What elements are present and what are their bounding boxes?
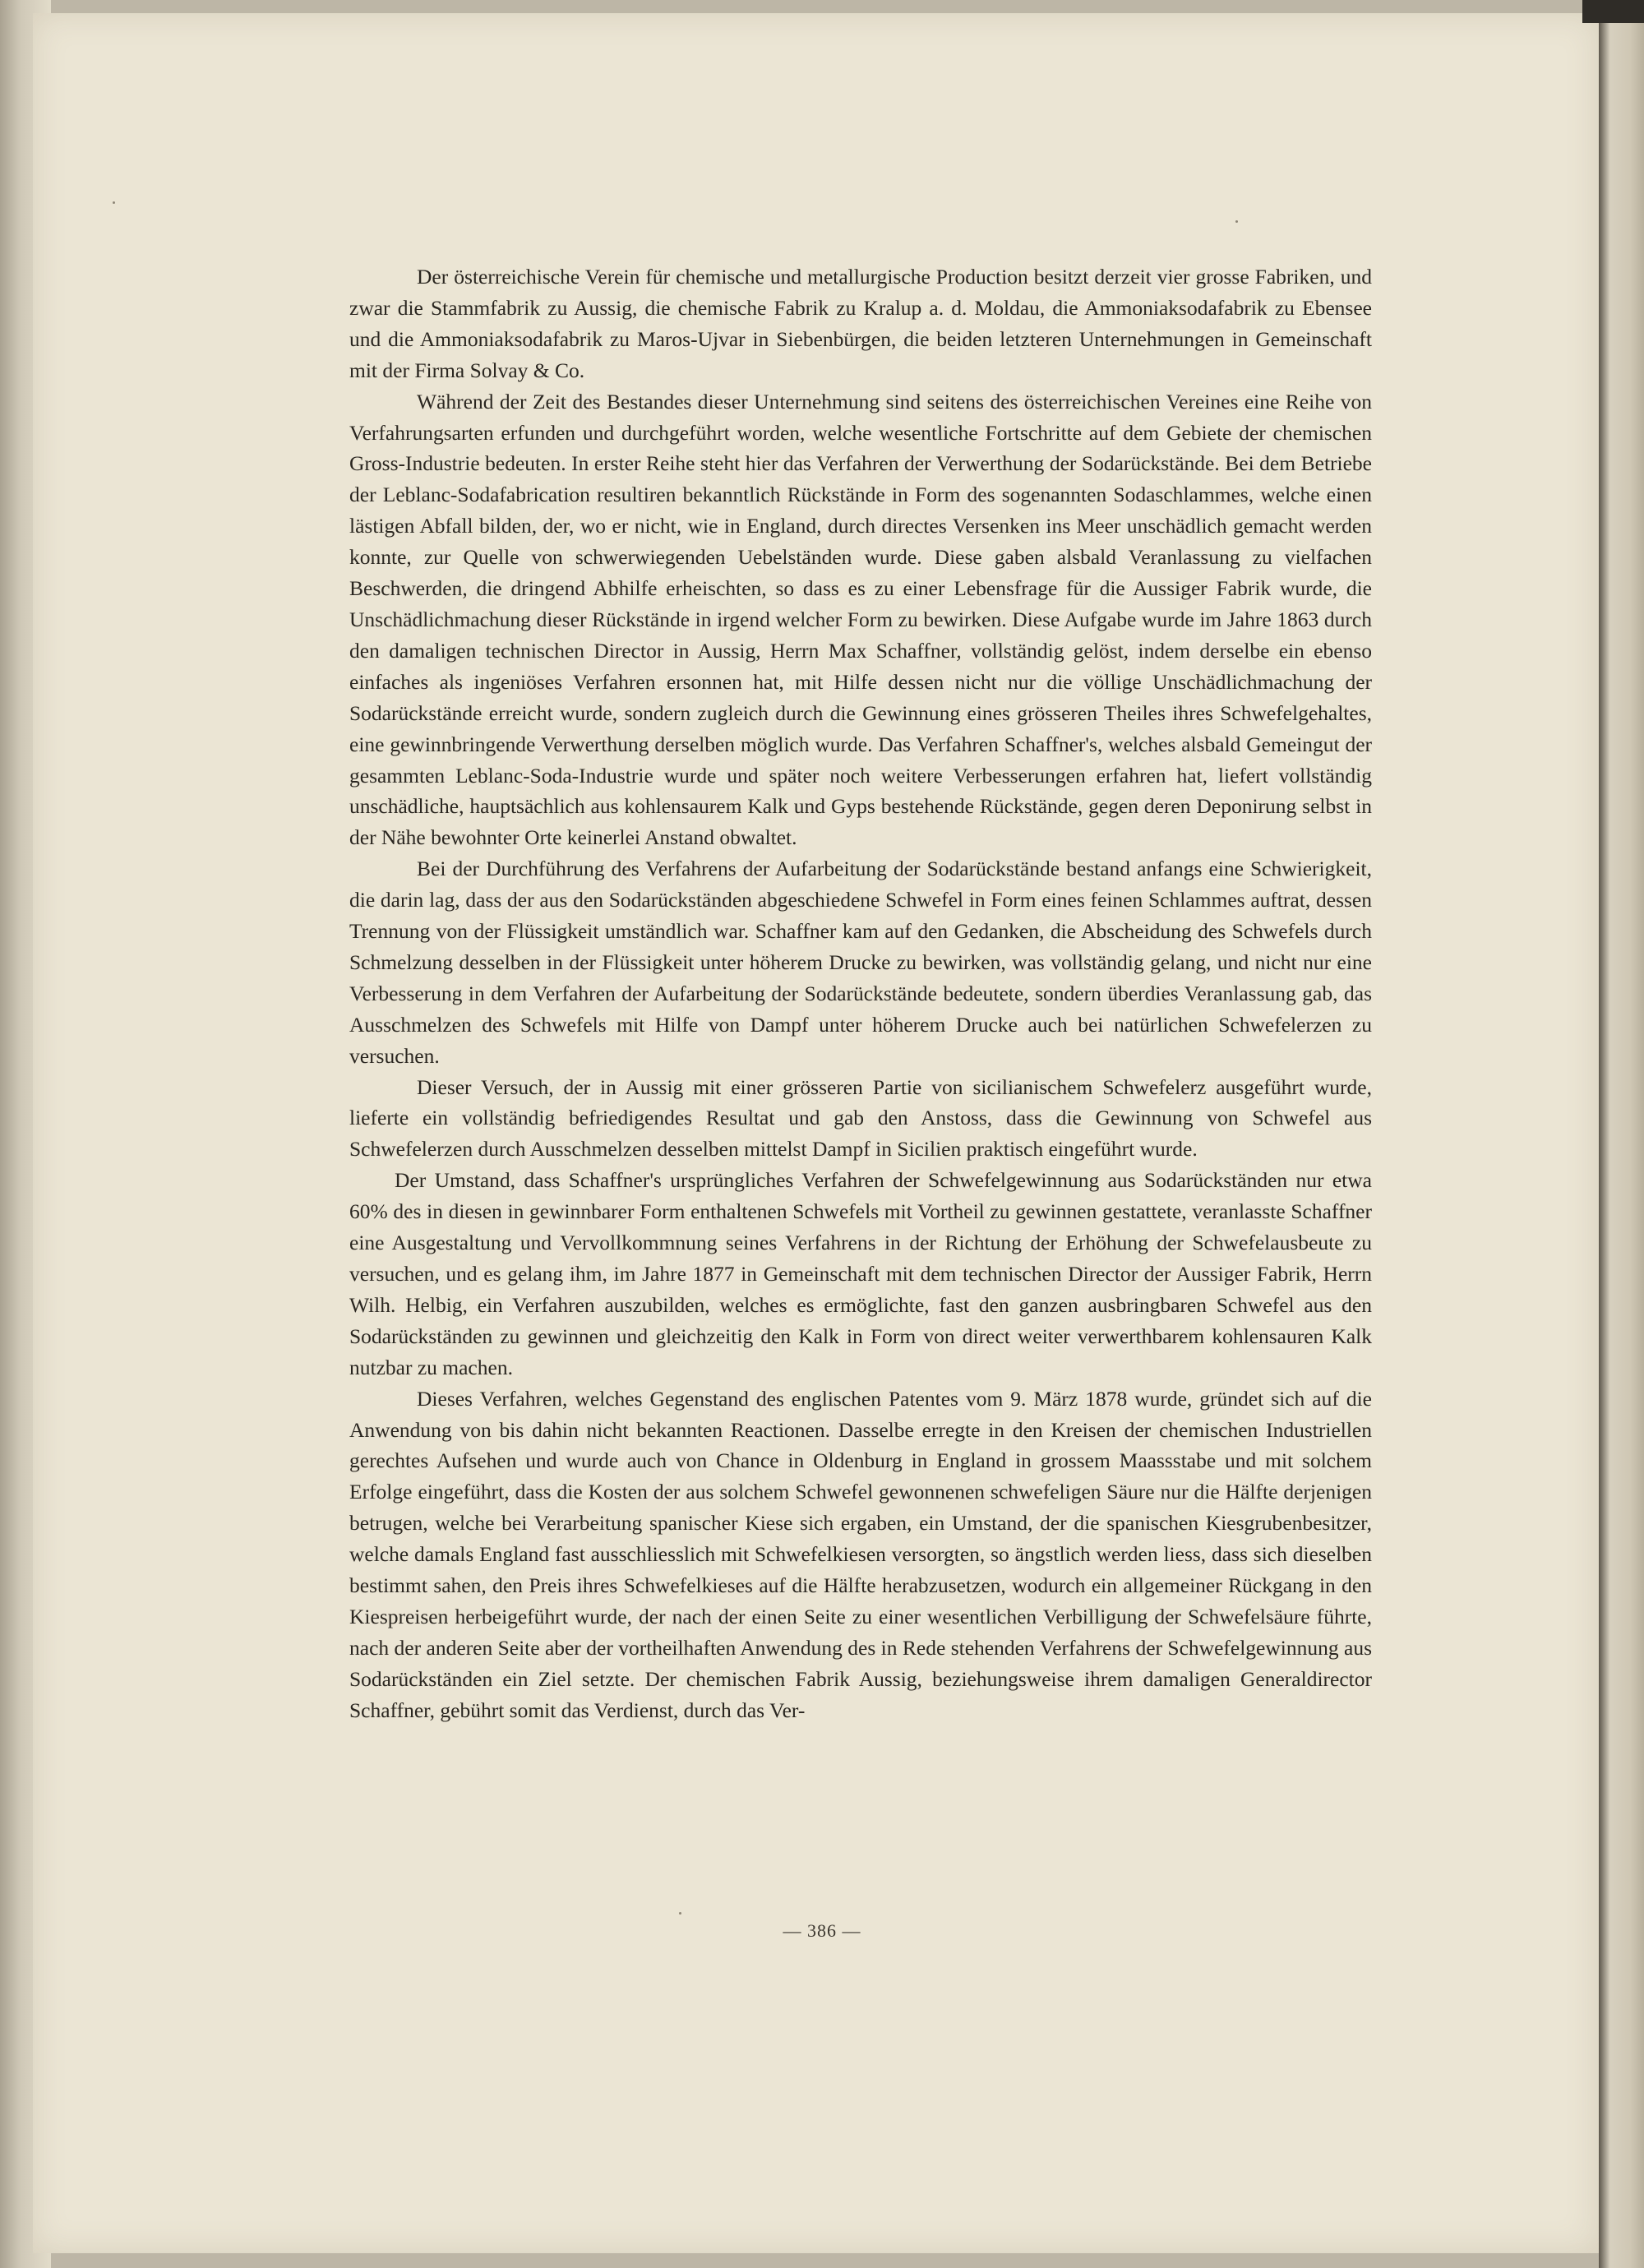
paragraph-6: Dieses Verfahren, welches Gegenstand des englischen Patentes vom 9. März 1878 wurde, gründet sich auf die Anwendung von bis dahin nicht bekannten Reactionen. Dasselbe erregte in den Kreisen der chemischen Industriellen gerechtes Aufsehen und wurde auch von Chance in Oldenburg in England in grossem Maassstabe und mit solchem Erfolge eingeführt, dass die Kosten der aus solchem Schwefel gewonnenen schwefeligen Säure nur die Hälfte derjenigen betrugen, welche bei Verarbeitung spanischer Kiese sich ergaben, ein Umstand, der die spanischen Kiesgrubenbesitzer, welche damals England fast ausschliesslich mit Schwefelkiesen versorgten, so ängstlich werden liess, dass sich dieselben bestimmt sahen, den Preis ihres Schwefelkieses auf die Hälfte herabzusetzen, wodurch ein allgemeiner Rückgang in den Kiespreisen herbeigeführt wurde, der nach der einen Seite zu einer wesentlichen Verbilligung der Schwefelsäure führte, nach der anderen Seite aber der vortheilhaften Anwendung des in Rede stehenden Verfahrens der Schwefelgewinnung aus Sodarückständen ein Ziel setzte. Der chemischen Fabrik Aussig, beziehungsweise ihrem damaligen Generaldirector Schaffner, gebührt somit das Verdienst, durch das Ver- <box>349 1386 1372 1722</box>
paragraph-3: Bei der Durchführung des Verfahrens der Aufarbeitung der Sodarückstände bestand anfangs eine Schwierigkeit, die darin lag, dass der aus den Sodarückständen abgeschiedene Schwefel in Form eines feinen Schlammes auftrat, dessen Trennung von der Flüssigkeit umständlich war. Schaffner kam auf den Gedanken, die Abscheidung des Schwefels durch Schmelzung desselben in der Flüssigkeit unter höherem Drucke zu bewirken, was vollständig gelang, und nicht nur eine Verbesserung in dem Verfahren der Aufarbeitung der Sodarückstände bedeutete, sondern überdies Veranlassung gab, das Ausschmelzen des Schwefels mit Hilfe von Dampf unter höherem Drucke auch bei natürlichen Schwefelerzen zu versuchen. <box>349 857 1372 1068</box>
body-text <box>349 261 1372 1726</box>
paper-speck <box>1235 220 1238 223</box>
paper-speck <box>113 201 115 204</box>
paragraph-5: Der Umstand, dass Schaffner's ursprüngliches Verfahren der Schwefelgewinnung aus Sodarückständen nur etwa 60% des in diesen in gewinnbarer Form enthaltenen Schwefels mit Vortheil zu gewinnen gestattete, veranlasste Schaffner eine Ausgestaltung und Vervollkommnung seines Verfahrens in der Richtung der Erhöhung der Schwefelausbeute zu versuchen, und es gelang ihm, im Jahre 1877 in Gemeinschaft mit dem technischen Director der Aussiger Fabrik, Herrn Wilh. Helbig, ein Verfahren auszubilden, welches es ermöglichte, fast den ganzen ausbringbaren Schwefel aus den Sodarückständen zu gewinnen und gleichzeitig den Kalk in Form von direct weiter verwerthbarem kohlensauren Kalk nutzbar zu machen. <box>349 1168 1372 1379</box>
paragraph-4: Dieser Versuch, der in Aussig mit einer grösseren Partie von sicilianischem Schwefelerz ausgeführt wurde, lieferte ein vollständig befriedigendes Resultat und gab den Anstoss, dass die Gewinnung von Schwefel aus Schwefelerzen durch Ausschmelzen desselben mittelst Dampf in Sicilien praktisch eingeführt wurde. <box>349 1074 1372 1162</box>
page-number: — 386 — <box>783 1920 861 1941</box>
paragraph-2: Während der Zeit des Bestandes dieser Unternehmung sind seitens des österreichischen Vereines eine Reihe von Verfahrungsarten erfunden und durchgeführt worden, welche wesentliche Fortschritte auf dem Gebiete der chemischen Gross-Industrie bedeuten. In erster Reihe steht hier das Verfahren der Verwerthung der Sodarückstände. Bei dem Betriebe der Leblanc-Sodafabrication resultiren bekanntlich Rückstände in Form des sogenannten Sodaschlammes, welche einen lästigen Abfall bilden, der, wo er nicht, wie in England, durch directes Versenken ins Meer unschädlich gemacht werden konnte, zur Quelle von schwerwiegenden Uebelständen wurde. Diese gaben alsbald Veranlassung zu vielfachen Beschwerden, die dringend Abhilfe erheischten, so dass es zu einer Lebensfrage für die Aussiger Fabrik wurde, die Unschädlichmachung dieser Rückstände in irgend welcher Form zu bewirken. Diese Aufgabe wurde im Jahre 1863 durch den damaligen technischen Director in Aussig, Herrn Max Schaffner, vollständig gelöst, indem derselbe ein ebenso einfaches als ingeniöses Verfahren ersonnen hat, mit Hilfe dessen nicht nur die völlige Unschädlichmachung der Sodarückstände erreicht wurde, sondern zugleich durch die Gewinnung eines grösseren Theiles ihres Schwefelgehaltes, eine gewinnbringende Verwerthung derselben möglich wurde. Das Verfahren Schaffner's, welches alsbald Gemeingut der gesammten Leblanc-Soda-Industrie wurde und später noch weitere Verbesserungen erfahren hat, liefert vollständig unschädliche, hauptsächlich aus kohlensaurem Kalk und Gyps bestehende Rückstände, gegen deren Deponirung selbst in der Nähe bewohnter Orte keinerlei Anstand obwaltet. <box>349 389 1372 850</box>
binding-corner <box>1582 0 1644 23</box>
paper-speck <box>679 1912 681 1915</box>
paragraph-1: Der österreichische Verein für chemische und metallurgische Production besitzt derzeit vier grosse Fabriken, und zwar die Stammfabrik zu Aussig, die chemische Fabrik zu Kralup a. d. Moldau, die Ammoniaksodafabrik zu Ebensee und die Ammoniaksodafabrik zu Maros-Ujvar in Siebenbürgen, die beiden letzteren Unternehmungen in Gemeinschaft mit der Firma Solvay & Co. <box>349 265 1372 382</box>
